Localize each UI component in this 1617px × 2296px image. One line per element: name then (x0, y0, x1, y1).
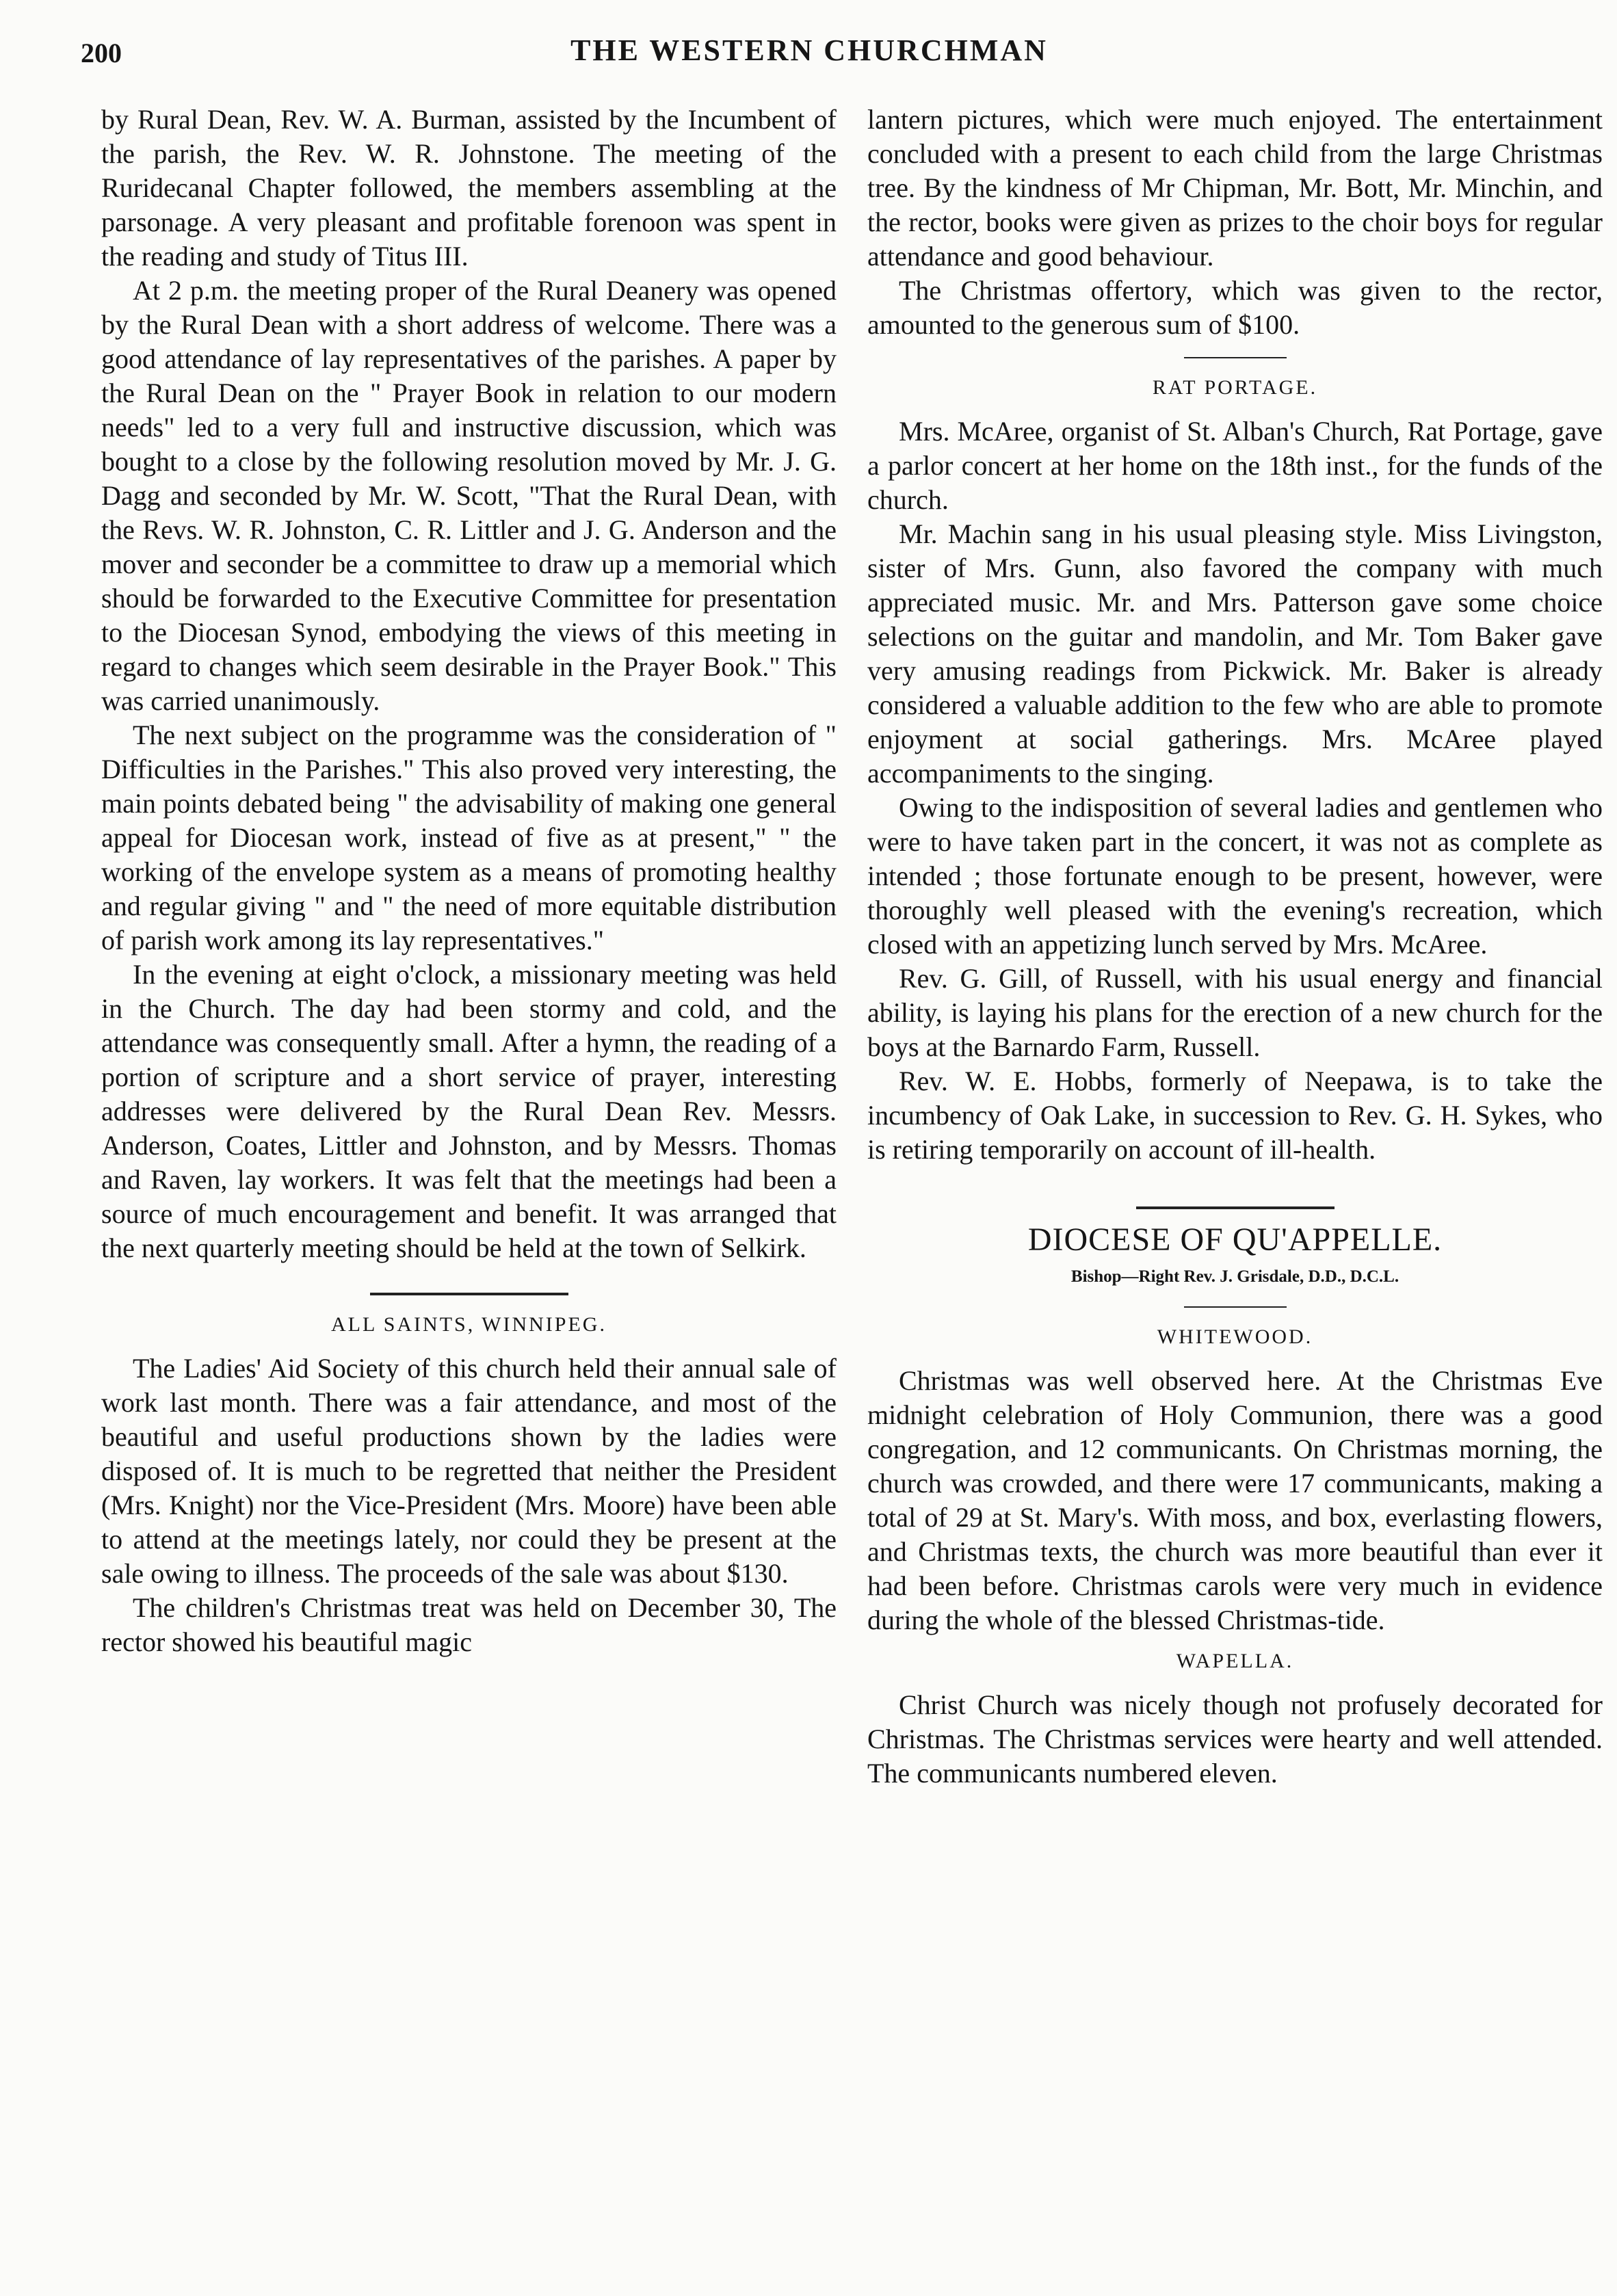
article-paragraph: Christmas was well observed here. At the Christmas Eve midnight celebration of Holy Communion, there was a good congregation, and 12 communicants. On Christmas morning, the church was crowded, and there were 17 communicants, making a total of 29 at St. Mary's. With moss, and box, everlasting flowers, and Christmas texts, the church was more beautiful than ever it had been before. Christmas carols were very much in evidence during the whole of the blessed Christmas-tide. (867, 1365, 1603, 1635)
diocese-title: DIOCESE OF QU'APPELLE. (1027, 1222, 1443, 1258)
running-head (81, 33, 1538, 81)
section-divider (1136, 1206, 1335, 1209)
article-paragraph: The Christmas offertory, which was given to the rector, amounted to the generous sum of $100. (867, 275, 1603, 340)
section-divider (1184, 1306, 1287, 1308)
section-heading-wapella: WAPELLA. (1176, 1650, 1294, 1672)
article-paragraph: Mrs. McAree, organist of St. Alban's Church, Rat Portage, gave a parlor concert at her home on the 18th inst., for the funds of the church. (867, 416, 1603, 515)
article-paragraph: lantern pictures, which were much enjoyed. The entertainment concluded with a present to each child from the large Christmas tree. By the kindness of Mr Chipman, Mr. Bott, Mr. Minchin, and the rector, books were given as prizes to the choir boys for regular attendance and good behaviour. (867, 104, 1603, 272)
article-paragraph: In the evening at eight o'clock, a missionary meeting was held in the Church. The day had been stormy and cold, and the attendance was consequently small. After a hymn, the reading of a portion of scripture and a short service of prayer, interesting addresses were delivered by the Rural Dean Rev. Messrs. Anderson, Coates, Littler and Johnston, and by Messrs. Thomas and Raven, lay workers. It was felt that the meetings had been a source of much encouragement and benefit. It was arranged that the next quarterly meeting should be held at the town of Selkirk. (101, 959, 837, 1263)
article-paragraph: The Ladies' Aid Society of this church held their annual sale of work last month. There was a fair attendance, and most of the beautiful and useful productions shown by the ladies were disposed of. It is much to be regretted that neither the President (Mrs. Knight) nor the Vice-President (Mrs. Moore) have been able to attend at the meetings lately, nor could they be present at the sale owing to illness. The proceeds of the sale was about $130. (101, 1353, 837, 1589)
article-paragraph: The next subject on the programme was the consideration of " Difficulties in the Parishes." This also proved very interesting, the main points debated being " the advisability of making one general appeal for Diocesan work, instead of five as at present," " the working of the envelope system as a means of promoting healthy and regular giving " and " the need of more equitable distribution of parish work among its lay representatives." (101, 720, 837, 955)
section-heading-all-saints: ALL SAINTS, WINNIPEG. (331, 1313, 607, 1336)
journal-title: THE WESTERN CHURCHMAN (570, 34, 1048, 67)
article-paragraph: Rev. W. E. Hobbs, formerly of Neepawa, is to take the incumbency of Oak Lake, in succession to Rev. G. H. Sykes, who is retiring temporarily on account of ill-health. (867, 1066, 1603, 1165)
section-heading-whitewood: WHITEWOOD. (1157, 1325, 1313, 1348)
left-column (101, 103, 837, 2271)
right-column (867, 103, 1603, 2271)
article-paragraph: Owing to the indisposition of several ladies and gentlemen who were to have taken part in the concert, it was not as complete as intended ; those fortunate enough to be present, however, were thoroughly well pleased with the evening's recreation, which closed with an appetizing lunch served by Mrs. McAree. (867, 792, 1603, 960)
section-heading-rat-portage: RAT PORTAGE. (1152, 376, 1318, 399)
article-paragraph: At 2 p.m. the meeting proper of the Rural Deanery was opened by the Rural Dean with a short address of welcome. There was a good attendance of lay representatives of the parishes. A paper by the Rural Dean on the " Prayer Book in relation to our modern needs" led to a very full and instructive discussion, which was bought to a close by the following resolution moved by Mr. J. G. Dagg and seconded by Mr. W. Scott, "That the Rural Dean, with the Revs. W. R. Johnston, C. R. Littler and J. G. Anderson and the mover and seconder be a committee to draw up a memorial which should be forwarded to the Executive Committee for presentation to the Diocesan Synod, embodying the views of this meeting in regard to changes which seem desirable in the Prayer Book." This was carried unanimously. (101, 275, 837, 716)
article-paragraph: Christ Church was nicely though not profusely decorated for Christmas. The Christmas services were hearty and well attended. The communicants numbered eleven. (867, 1689, 1603, 1789)
article-paragraph: Mr. Machin sang in his usual pleasing style. Miss Livingston, sister of Mrs. Gunn, also favored the company with much appreciated music. Mr. and Mrs. Patterson gave some choice selections on the guitar and mandolin, and Mr. Tom Baker gave very amusing readings from Pickwick. Mr. Baker is already considered a valuable addition to the few who are able to promote enjoyment at social gatherings. Mrs. McAree played accompaniments to the singing. (867, 518, 1603, 789)
article-paragraph: The children's Christmas treat was held on December 30, The rector showed his beautiful magic (101, 1592, 837, 1657)
diocese-bishop: Bishop—Right Rev. J. Grisdale, D.D., D.C.L. (1070, 1267, 1399, 1286)
section-divider (1184, 357, 1287, 358)
section-divider (370, 1293, 568, 1295)
page-number: 200 (81, 38, 122, 68)
article-paragraph: Rev. G. Gill, of Russell, with his usual energy and financial ability, is laying his plans for the erection of a new church for the boys at the Barnardo Farm, Russell. (867, 963, 1603, 1062)
article-paragraph: by Rural Dean, Rev. W. A. Burman, assisted by the Incumbent of the parish, the Rev. W. R. Johnstone. The meeting of the Ruridecanal Chapter followed, the members assembling at the parsonage. A very pleasant and profitable forenoon was spent in the reading and study of Titus III. (101, 104, 837, 272)
